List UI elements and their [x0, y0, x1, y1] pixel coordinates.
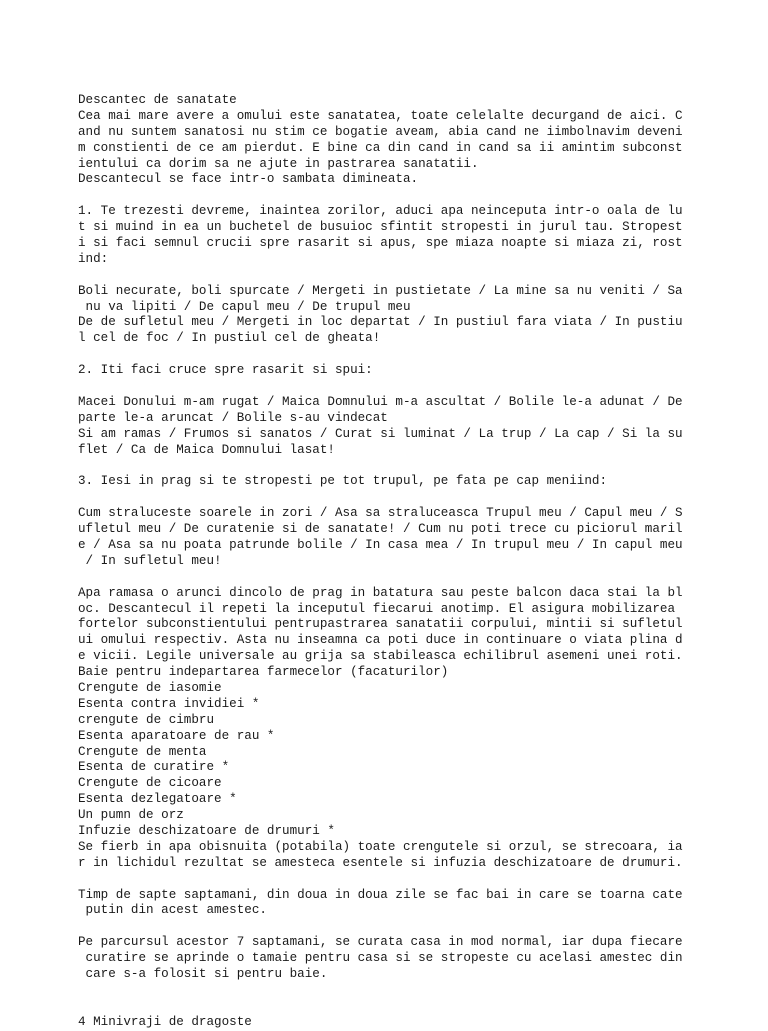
document-body — [78, 93, 724, 1031]
text-line: e / Asa sa nu poata patrunde bolile / In casa mea / In trupul meu / In capul meu — [78, 537, 683, 552]
text-line: Se fierb in apa obisnuita (potabila) toate crengutele si orzul, se strecoara, ia — [78, 839, 683, 854]
paragraph-gap — [78, 268, 724, 284]
paragraph-gap — [78, 458, 724, 474]
paragraph-gap — [78, 379, 724, 395]
text-line: Esenta de curatire * — [78, 760, 230, 775]
text-line: nu va lipiti / De capul meu / De trupul meu — [78, 299, 411, 314]
text-line: Apa ramasa o arunci dincolo de prag in batatura sau peste balcon daca stai la bl — [78, 585, 683, 600]
paragraph-gap — [78, 188, 724, 204]
text-line: 1. Te trezesti devreme, inaintea zorilor, aduci apa neinceputa intr-o oala de lu — [78, 204, 683, 219]
text-line: ui omului respectiv. Asta nu inseamna ca poti duce in continuare o viata plina d — [78, 633, 683, 648]
paragraph-gap — [78, 347, 724, 363]
text-line: Pe parcursul acestor 7 saptamani, se curata casa in mod normal, iar dupa fiecare — [78, 935, 683, 950]
text-line: t si muind in ea un buchetel de busuioc sfintit stropesti in jurul tau. Stropest — [78, 220, 683, 235]
text-line: Macei Donului m-am rugat / Maica Domnului m-a ascultat / Bolile le-a adunat / De — [78, 394, 683, 409]
paragraph-gap — [78, 872, 724, 888]
text-line: Crengute de iasomie — [78, 680, 222, 695]
paragraph-gap — [78, 999, 724, 1015]
text-line: / In sufletul meu! — [78, 553, 222, 568]
text-line: Descantec de sanatate — [78, 93, 237, 107]
text-line: l cel de foc / In pustiul cel de gheata! — [78, 331, 381, 346]
text-line: 3. Iesi in prag si te stropesti pe tot trupul, pe fata pe cap meniind: — [78, 474, 608, 489]
text-line: Un pumn de orz — [78, 808, 184, 823]
text-line: Esenta dezlegatoare * — [78, 792, 237, 807]
text-line: crengute de cimbru — [78, 712, 215, 727]
text-line: fortelor subconstientului pentrupastrarea sanatatii corpului, mintii si sufletul — [78, 617, 683, 632]
text-line: flet / Ca de Maica Domnului lasat! — [78, 442, 335, 457]
text-line: Crengute de cicoare — [78, 776, 222, 791]
text-line: Cum straluceste soarele in zori / Asa sa straluceasca Trupul meu / Capul meu / S — [78, 506, 683, 521]
text-line: i si faci semnul crucii spre rasarit si apus, spe miaza noapte si miaza zi, rost — [78, 236, 683, 251]
text-line: ind: — [78, 251, 109, 266]
text-line: ufletul meu / De curatenie si de sanatate! / Cum nu poti trece cu piciorul maril — [78, 522, 683, 537]
text-line: Cea mai mare avere a omului este sanatatea, toate celelalte decurgand de aici. C — [78, 108, 683, 123]
text-line: Infuzie deschizatoare de drumuri * — [78, 823, 335, 838]
text-line: Esenta contra invidiei * — [78, 696, 260, 711]
text-line: e vicii. Legile universale au grija sa stabileasca echilibrul asemeni unei roti. — [78, 649, 683, 664]
text-line: Esenta aparatoare de rau * — [78, 728, 275, 743]
text-line: oc. Descantecul il repeti la inceputul fiecarui anotimp. El asigura mobilizarea — [78, 601, 676, 616]
text-line: 4 Minivraji de dragoste — [78, 1014, 252, 1029]
text-line: Timp de sapte saptamani, din doua in doua zile se fac bai in care se toarna cate — [78, 887, 683, 902]
paragraph-gap — [78, 919, 724, 935]
text-line: Descantecul se face intr-o sambata dimineata. — [78, 172, 419, 187]
text-line: r in lichidul rezultat se amesteca esentele si infuzia deschizatoare de drumuri. — [78, 855, 683, 870]
paragraph-gap — [78, 983, 724, 999]
text-line: ientului ca dorim sa ne ajute in pastrarea sanatatii. — [78, 156, 479, 171]
text-line: Baie pentru indepartarea farmecelor (facaturilor) — [78, 665, 449, 680]
text-line: Si am ramas / Frumos si sanatos / Curat si luminat / La trup / La cap / Si la su — [78, 426, 683, 441]
paragraph-gap — [78, 570, 724, 586]
text-line: Boli necurate, boli spurcate / Mergeti in pustietate / La mine sa nu veniti / Sa — [78, 283, 683, 298]
text-line: 2. Iti faci cruce spre rasarit si spui: — [78, 363, 373, 378]
text-line: curatire se aprinde o tamaie pentru casa si se stropeste cu acelasi amestec din — [78, 951, 683, 966]
text-line: and nu suntem sanatosi nu stim ce bogatie aveam, abia cand ne iimbolnavim deveni — [78, 124, 683, 139]
text-line: Crengute de menta — [78, 744, 207, 759]
text-line: De de sufletul meu / Mergeti in loc departat / In pustiul fara viata / In pustiu — [78, 315, 683, 330]
paragraph-gap — [78, 490, 724, 506]
text-line: m constienti de ce am pierdut. E bine ca din cand in cand sa ii amintim subconst — [78, 140, 683, 155]
text-line: care s-a folosit si pentru baie. — [78, 966, 328, 981]
text-line: parte le-a aruncat / Bolile s-au vindecat — [78, 410, 388, 425]
text-line: putin din acest amestec. — [78, 903, 267, 918]
